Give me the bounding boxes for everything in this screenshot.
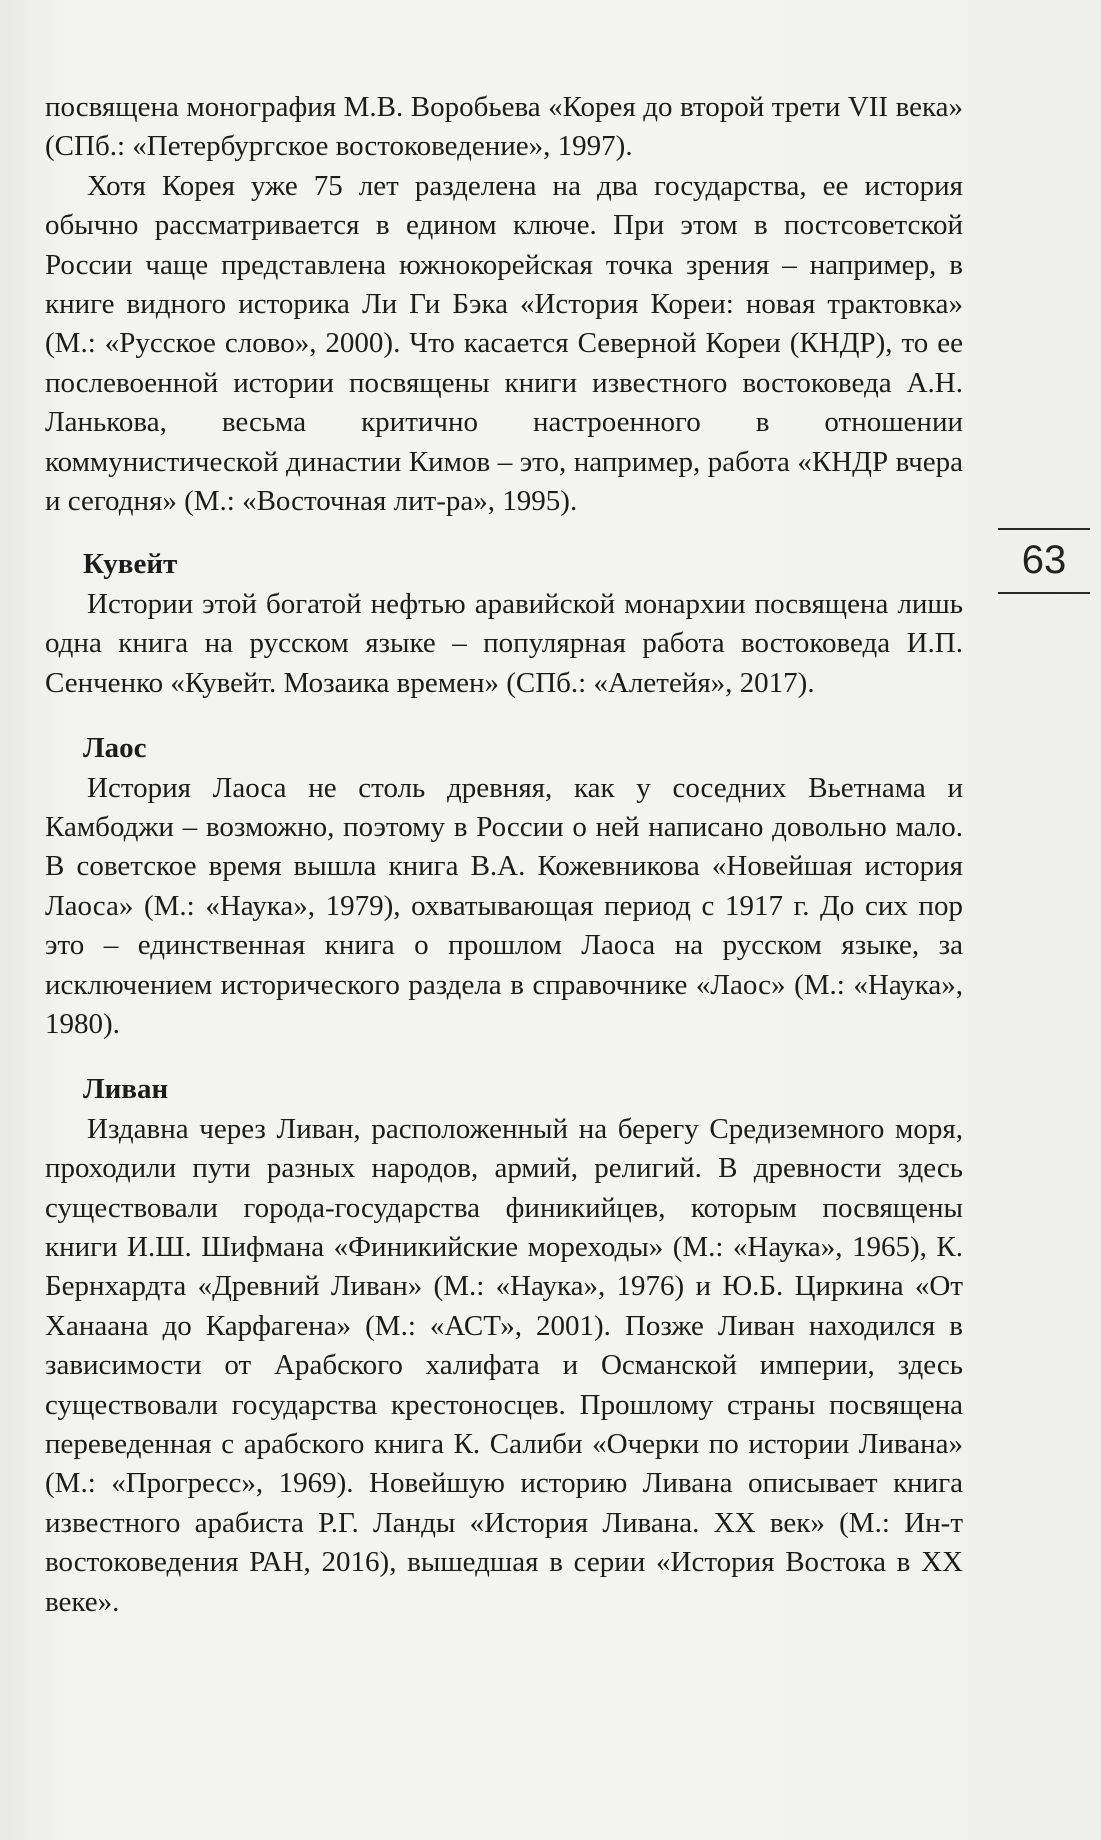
intro-paragraph-continuation: посвящена монография М.В. Воробьева «Корея до второй трети VII века» (СПб.: «Петербургское востоковедение», 1997). — [45, 91, 963, 163]
section-heading-laos: Лаос — [83, 732, 147, 765]
page-number-rule-bottom — [998, 592, 1090, 594]
body-text — [45, 88, 963, 1622]
section-text-kuwait: Истории этой богатой нефтью аравийской монархии посвящена лишь одна книга на русском языке – популярная работа востоковеда И.П. Сенченко «Кувейт. Мозаика времен» (СПб.: «Алетейя», 2017). — [45, 587, 963, 699]
intro-paragraph-korea: Хотя Корея уже 75 лет разделена на два государства, ее история обычно рассматривается в едином ключе. При этом в постсоветской России чаще представлена южнокорейская точка зрения – например, в книге видного историка Ли Ги Бэка «История Кореи: новая трактовка» (М.: «Русское слово», 2000). Что касается Северной Кореи (КНДР), то ее послевоенной истории посвящены книги известного востоковеда А.Н. Ланькова, весьма критично настроенного в отношении коммунистической династии Кимов – это, например, работа «КНДР вчера и сегодня» (М.: «Восточная лит-ра», 1995). — [45, 169, 963, 518]
page-number-marker — [998, 528, 1090, 594]
section-text-lebanon: Издавна через Ливан, расположенный на берегу Средиземного моря, проходили пути разных народов, армий, религий. В древности здесь существовали города-государства финикийцев, которым посвящены книги И.Ш. Шифмана «Финикийские мореходы» (М.: «Наука», 1965), К. Бернхардта «Древний Ливан» (М.: «Наука», 1976) и Ю.Б. Циркина «От Ханаана до Карфагена» (М.: «АСТ», 2001). Позже Ливан находился в зависимости от Арабского халифата и Османской империи, здесь существовали государства крестоносцев. Прошлому страны посвящена переведенная с арабского книга К. Салиби «Очерки по истории Ливана» (М.: «Прогресс», 1969). Новейшую историю Ливана описывает книга известного арабиста Р.Г. Ланды «История Ливана. XX век» (М.: Ин-т востоковедения РАН, 2016), вышедшая в серии «История Востока в XX веке». — [45, 1112, 963, 1618]
page-number-rule-top — [998, 528, 1090, 530]
section-heading-lebanon: Ливан — [83, 1073, 169, 1106]
section-text-laos: История Лаоса не столь древняя, как у соседних Вьетнама и Камбоджи – возможно, поэтому в России о ней написано довольно мало. В советское время вышла книга В.А. Кожевникова «Новейшая история Лаоса» (М.: «Наука», 1979), охватывающая период с 1917 г. До сих пор это – единственная книга о прошлом Лаоса на русском языке, за исключением исторического раздела в справочнике «Лаос» (М.: «Наука», 1980). — [45, 771, 963, 1040]
section-heading-kuwait: Кувейт — [83, 548, 178, 581]
page-number: 63 — [1021, 538, 1067, 582]
